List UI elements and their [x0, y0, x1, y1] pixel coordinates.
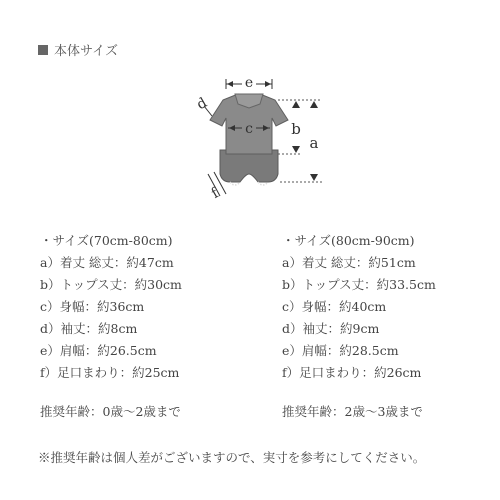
size-title: ・サイズ(80cm-90cm) [282, 233, 415, 248]
label-d: d [194, 94, 210, 114]
label-a: a [309, 134, 319, 152]
size-title: ・サイズ(70cm-80cm) [40, 233, 173, 248]
label-e: e [244, 75, 254, 91]
size-row: a）着丈 総丈：約47cm [40, 255, 174, 270]
recommended-age-right: 推奨年齢：2歳〜3歳まで [282, 404, 423, 419]
size-row: a）着丈 総丈：約51cm [282, 255, 416, 270]
label-b: b [291, 120, 301, 138]
size-row: f）足口まわり：約26cm [282, 365, 422, 380]
garment-diagram [190, 70, 340, 210]
recommended-age-left: 推奨年齢：0歳〜2歳まで [40, 404, 181, 419]
size-list-70-80 [40, 230, 182, 384]
size-row: c）身幅：約40cm [282, 299, 387, 314]
garment-bottoms [220, 150, 278, 182]
size-list-80-90 [282, 230, 436, 384]
label-f: f [208, 185, 222, 202]
size-row: d）袖丈：約9cm [282, 321, 380, 336]
label-c: c [245, 121, 253, 137]
size-row: c）身幅：約36cm [40, 299, 145, 314]
square-bullet-icon [38, 45, 48, 55]
size-row: b）トップス丈：約30cm [40, 277, 182, 292]
size-row: d）袖丈：約8cm [40, 321, 138, 336]
size-row: f）足口まわり：約25cm [40, 365, 180, 380]
size-row: e）肩幅：約28.5cm [282, 343, 399, 358]
footnote: ※推奨年齢は個人差がございますので、実寸を参考にしてください。 [38, 450, 426, 465]
section-heading [38, 40, 118, 59]
section-heading-text: 本体サイズ [54, 44, 118, 59]
size-row: b）トップス丈：約33.5cm [282, 277, 436, 292]
size-row: e）肩幅：約26.5cm [40, 343, 157, 358]
